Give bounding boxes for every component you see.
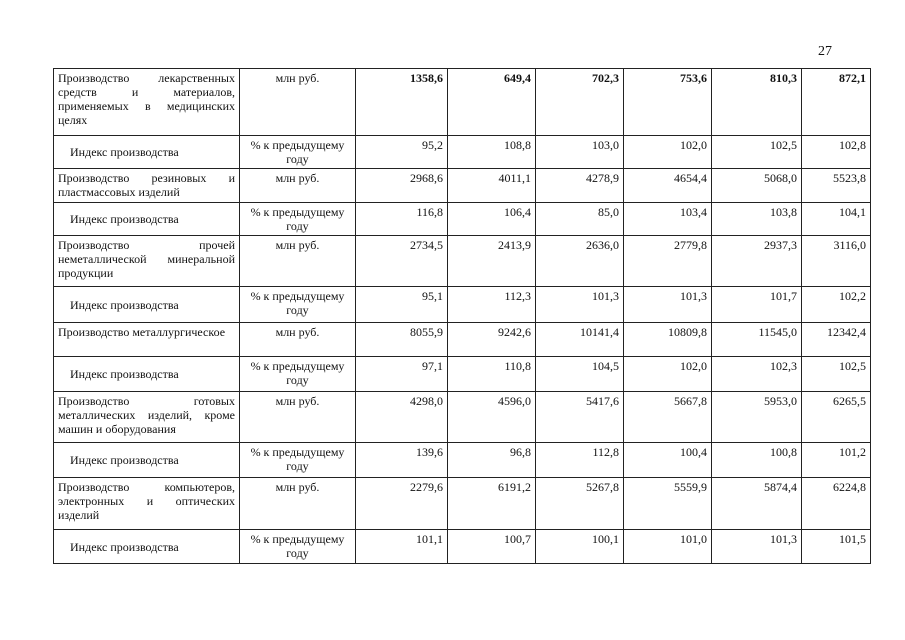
table-row [54,530,871,564]
value-cell: 5953,0 [712,392,802,443]
table-row [54,287,871,323]
row-name: Производство готовых металлических изделий, кроме машин и оборудования [54,392,240,443]
value-cell: 101,3 [536,287,624,323]
row-unit: млн руб. [240,478,356,530]
value-cell: 4011,1 [448,169,536,203]
value-cell: 103,8 [712,203,802,236]
value-cell: 100,1 [536,530,624,564]
value-cell: 4298,0 [356,392,448,443]
value-cell: 2636,0 [536,236,624,287]
value-cell: 10141,4 [536,323,624,357]
value-cell: 2413,9 [448,236,536,287]
value-cell: 101,3 [624,287,712,323]
value-cell: 103,4 [624,203,712,236]
table-row [54,357,871,392]
value-cell: 100,7 [448,530,536,564]
value-cell: 104,5 [536,357,624,392]
value-cell: 6224,8 [802,478,871,530]
value-cell: 106,4 [448,203,536,236]
row-unit: млн руб. [240,169,356,203]
value-cell: 9242,6 [448,323,536,357]
value-cell: 101,3 [712,530,802,564]
value-cell: 5667,8 [624,392,712,443]
value-cell: 101,1 [356,530,448,564]
row-unit: млн руб. [240,392,356,443]
value-cell: 5559,9 [624,478,712,530]
value-cell: 102,2 [802,287,871,323]
value-cell: 12342,4 [802,323,871,357]
value-cell: 108,8 [448,136,536,169]
value-cell: 95,2 [356,136,448,169]
row-unit: млн руб. [240,236,356,287]
value-cell: 112,8 [536,443,624,478]
value-cell: 810,3 [712,69,802,136]
value-cell: 5523,8 [802,169,871,203]
value-cell: 102,3 [712,357,802,392]
value-cell: 139,6 [356,443,448,478]
row-name: Производство резиновых и пластмассовых изделий [54,169,240,203]
table-row [54,443,871,478]
row-name: Производство компьютеров, электронных и оптических изделий [54,478,240,530]
table-row [54,392,871,443]
value-cell: 101,2 [802,443,871,478]
value-cell: 4596,0 [448,392,536,443]
value-cell: 102,8 [802,136,871,169]
value-cell: 101,0 [624,530,712,564]
value-cell: 102,5 [802,357,871,392]
value-cell: 6191,2 [448,478,536,530]
page-number: 27 [818,44,832,59]
value-cell: 4654,4 [624,169,712,203]
table-row [54,136,871,169]
value-cell: 104,1 [802,203,871,236]
value-cell: 112,3 [448,287,536,323]
value-cell: 100,4 [624,443,712,478]
value-cell: 101,7 [712,287,802,323]
value-cell: 85,0 [536,203,624,236]
row-name: Производство лекарственных средств и материалов, применяемых в медицинских целях [54,69,240,136]
value-cell: 110,8 [448,357,536,392]
row-name: Индекс производства [54,203,240,236]
value-cell: 102,0 [624,136,712,169]
value-cell: 5068,0 [712,169,802,203]
value-cell: 11545,0 [712,323,802,357]
value-cell: 102,0 [624,357,712,392]
value-cell: 2279,6 [356,478,448,530]
value-cell: 1358,6 [356,69,448,136]
row-unit: % к предыдущему году [240,443,356,478]
value-cell: 97,1 [356,357,448,392]
value-cell: 102,5 [712,136,802,169]
row-unit: % к предыдущему году [240,357,356,392]
row-name: Индекс производства [54,530,240,564]
value-cell: 5874,4 [712,478,802,530]
table-row [54,323,871,357]
value-cell: 2779,8 [624,236,712,287]
statistics-table [53,68,871,564]
value-cell: 96,8 [448,443,536,478]
row-name: Производство металлургическое [54,323,240,357]
value-cell: 702,3 [536,69,624,136]
row-unit: млн руб. [240,69,356,136]
value-cell: 4278,9 [536,169,624,203]
value-cell: 5417,6 [536,392,624,443]
table-row [54,478,871,530]
value-cell: 103,0 [536,136,624,169]
value-cell: 753,6 [624,69,712,136]
value-cell: 101,5 [802,530,871,564]
row-name: Индекс производства [54,357,240,392]
value-cell: 116,8 [356,203,448,236]
row-unit: млн руб. [240,323,356,357]
row-name: Производство прочей неметаллической минеральной продукции [54,236,240,287]
table-row [54,69,871,136]
value-cell: 10809,8 [624,323,712,357]
row-name: Индекс производства [54,287,240,323]
row-unit: % к предыдущему году [240,287,356,323]
value-cell: 5267,8 [536,478,624,530]
row-unit: % к предыдущему году [240,136,356,169]
value-cell: 649,4 [448,69,536,136]
value-cell: 2937,3 [712,236,802,287]
row-name: Индекс производства [54,443,240,478]
value-cell: 100,8 [712,443,802,478]
row-unit: % к предыдущему году [240,530,356,564]
value-cell: 2968,6 [356,169,448,203]
value-cell: 6265,5 [802,392,871,443]
row-unit: % к предыдущему году [240,203,356,236]
value-cell: 872,1 [802,69,871,136]
table-row [54,203,871,236]
value-cell: 3116,0 [802,236,871,287]
row-name: Индекс производства [54,136,240,169]
value-cell: 2734,5 [356,236,448,287]
value-cell: 8055,9 [356,323,448,357]
table-row [54,169,871,203]
table-row [54,236,871,287]
value-cell: 95,1 [356,287,448,323]
